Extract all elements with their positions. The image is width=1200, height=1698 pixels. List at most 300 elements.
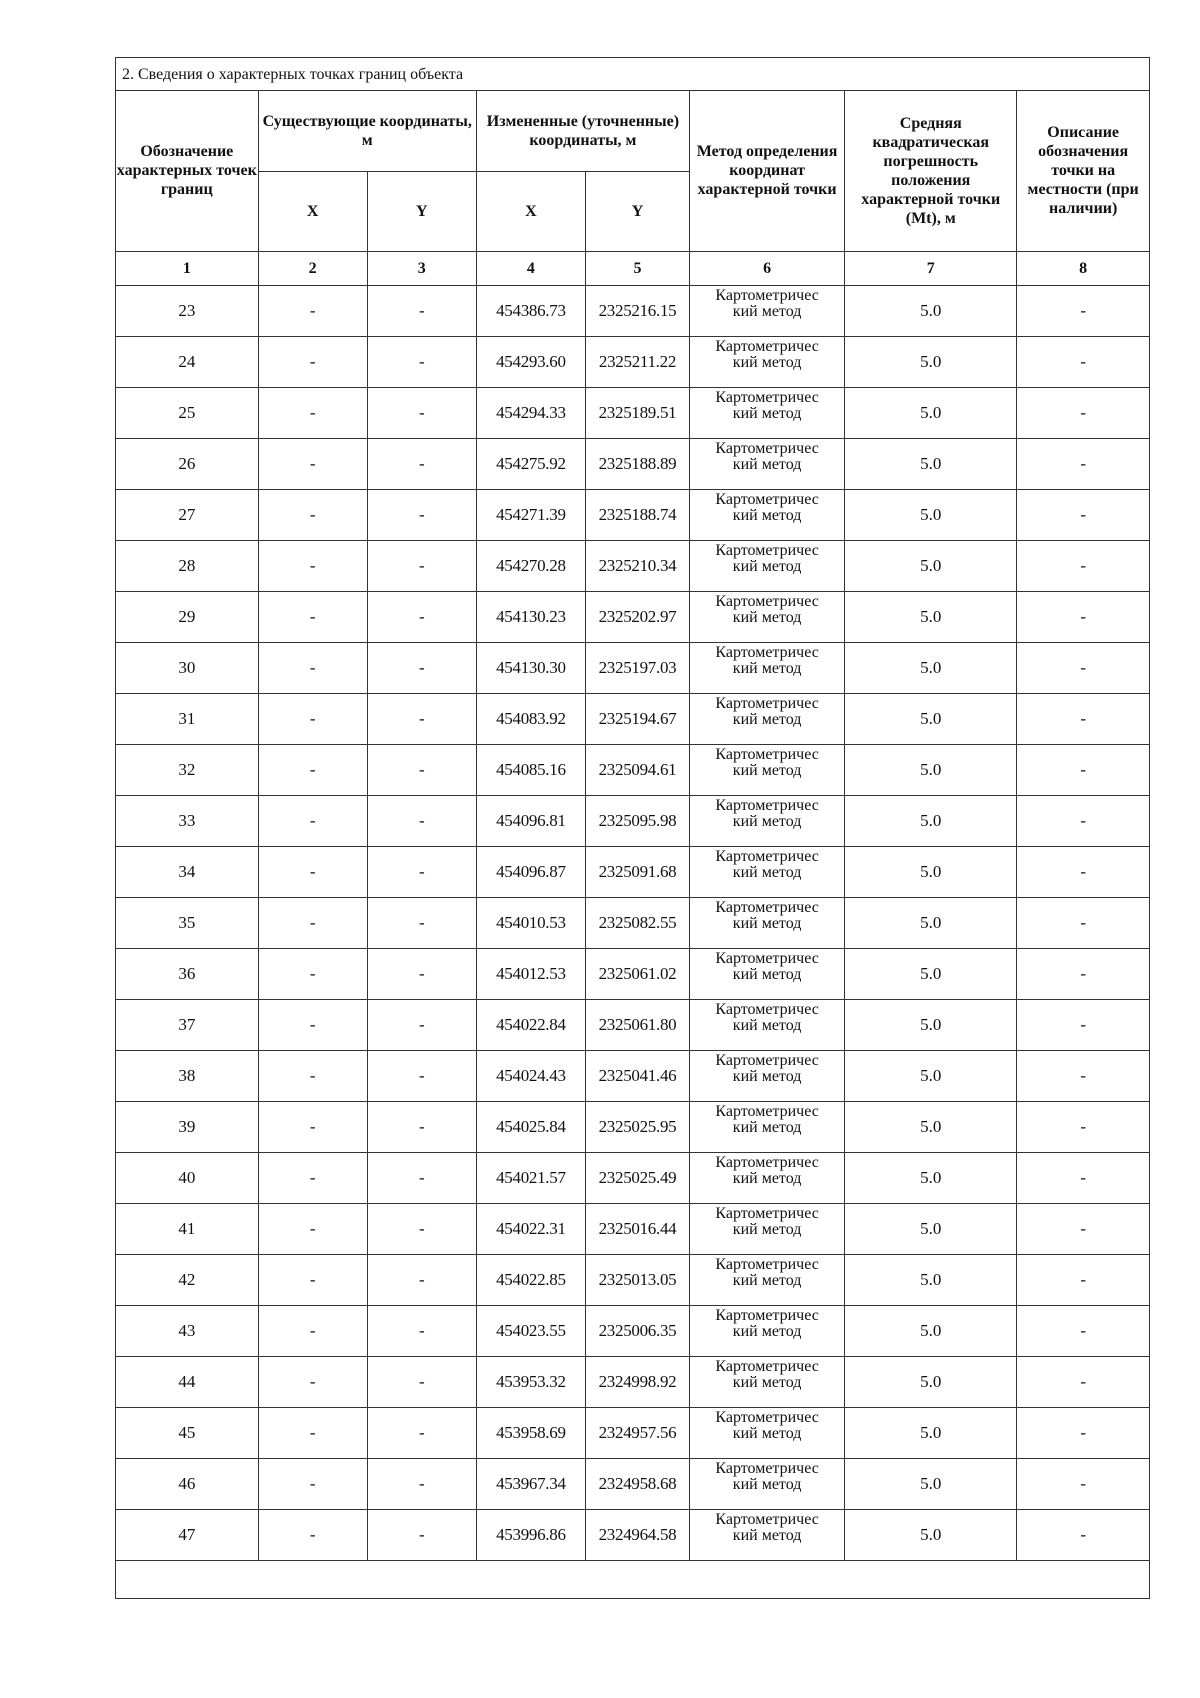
header-mean-square-error: Средняя квадратическая погрешность положения характерной точки (Mt), м — [845, 91, 1017, 251]
existing-y-cell: - — [367, 1101, 476, 1152]
existing-y-cell: - — [367, 1254, 476, 1305]
column-number: 6 — [690, 251, 845, 285]
changed-y-cell: 2325061.80 — [585, 999, 689, 1050]
existing-y-cell: - — [367, 948, 476, 999]
existing-x-cell: - — [258, 1356, 367, 1407]
method-cell — [690, 744, 845, 795]
column-number: 4 — [476, 251, 585, 285]
changed-x-cell: 454010.53 — [476, 897, 585, 948]
points-table-body — [116, 285, 1149, 1598]
point-description-cell: - — [1017, 489, 1149, 540]
point-number-cell: 29 — [116, 591, 258, 642]
table-row — [116, 1101, 1149, 1152]
point-description-cell: - — [1017, 744, 1149, 795]
existing-x-cell: - — [258, 489, 367, 540]
existing-x-cell: - — [258, 438, 367, 489]
method-text-line: кий метод — [732, 557, 802, 575]
existing-x-cell: - — [258, 1254, 367, 1305]
point-description-cell: - — [1017, 1356, 1149, 1407]
method-cell — [690, 1458, 845, 1509]
point-description-cell: - — [1017, 1458, 1149, 1509]
changed-x-cell: 454386.73 — [476, 285, 585, 336]
table-row — [116, 489, 1149, 540]
changed-y-cell: 2325094.61 — [585, 744, 689, 795]
table-row — [116, 948, 1149, 999]
point-description-cell: - — [1017, 846, 1149, 897]
method-cell — [690, 1407, 845, 1458]
method-text-line: кий метод — [732, 761, 802, 779]
point-description-cell: - — [1017, 1203, 1149, 1254]
column-numbers-row — [116, 251, 1149, 285]
method-text-line: Картометричес — [715, 1000, 819, 1018]
method-text-line: Картометричес — [715, 949, 819, 967]
method-cell — [690, 1509, 845, 1560]
mean-square-error-cell: 5.0 — [845, 1254, 1017, 1305]
method-cell — [690, 1101, 845, 1152]
method-cell — [690, 591, 845, 642]
mean-square-error-cell: 5.0 — [845, 744, 1017, 795]
existing-y-cell: - — [367, 693, 476, 744]
method-cell — [690, 948, 845, 999]
mean-square-error-cell: 5.0 — [845, 795, 1017, 846]
table-row — [116, 1458, 1149, 1509]
mean-square-error-cell: 5.0 — [845, 489, 1017, 540]
point-number-cell: 37 — [116, 999, 258, 1050]
method-text-line: Картометричес — [715, 592, 819, 610]
changed-x-cell: 454023.55 — [476, 1305, 585, 1356]
changed-y-cell: 2325188.89 — [585, 438, 689, 489]
method-cell — [690, 489, 845, 540]
method-text-line: Картометричес — [715, 643, 819, 661]
point-number-cell: 47 — [116, 1509, 258, 1560]
method-text-line: Картометричес — [715, 1459, 819, 1477]
point-description-cell: - — [1017, 999, 1149, 1050]
changed-y-cell: 2325202.97 — [585, 591, 689, 642]
changed-y-cell: 2324957.56 — [585, 1407, 689, 1458]
changed-y-cell: 2325188.74 — [585, 489, 689, 540]
changed-y-cell: 2324958.68 — [585, 1458, 689, 1509]
existing-y-cell: - — [367, 591, 476, 642]
changed-x-cell: 454021.57 — [476, 1152, 585, 1203]
existing-x-cell: - — [258, 1050, 367, 1101]
existing-x-cell: - — [258, 846, 367, 897]
point-description-cell: - — [1017, 591, 1149, 642]
existing-x-cell: - — [258, 1509, 367, 1560]
mean-square-error-cell: 5.0 — [845, 1509, 1017, 1560]
point-number-cell: 35 — [116, 897, 258, 948]
point-number-cell: 23 — [116, 285, 258, 336]
method-text-line: кий метод — [732, 659, 802, 677]
changed-y-cell: 2325216.15 — [585, 285, 689, 336]
existing-y-cell: - — [367, 336, 476, 387]
method-text-line: Картометричес — [715, 541, 819, 559]
mean-square-error-cell: 5.0 — [845, 1356, 1017, 1407]
mean-square-error-cell: 5.0 — [845, 1407, 1017, 1458]
existing-y-cell: - — [367, 438, 476, 489]
point-number-cell: 28 — [116, 540, 258, 591]
table-row — [116, 693, 1149, 744]
mean-square-error-cell: 5.0 — [845, 897, 1017, 948]
point-description-cell: - — [1017, 948, 1149, 999]
table-row — [116, 336, 1149, 387]
changed-x-cell: 454085.16 — [476, 744, 585, 795]
method-cell — [690, 999, 845, 1050]
mean-square-error-cell: 5.0 — [845, 999, 1017, 1050]
changed-y-cell: 2325061.02 — [585, 948, 689, 999]
method-text-line: кий метод — [732, 455, 802, 473]
changed-y-cell: 2325013.05 — [585, 1254, 689, 1305]
point-number-cell: 45 — [116, 1407, 258, 1458]
method-text-line: Картометричес — [715, 1510, 819, 1528]
changed-x-cell: 454270.28 — [476, 540, 585, 591]
method-cell — [690, 540, 845, 591]
point-number-cell: 39 — [116, 1101, 258, 1152]
section-title: 2. Сведения о характерных точках границ объекта — [116, 58, 1149, 91]
table-row — [116, 387, 1149, 438]
mean-square-error-cell: 5.0 — [845, 1305, 1017, 1356]
header-existing-x: X — [258, 171, 367, 251]
point-description-cell: - — [1017, 1050, 1149, 1101]
existing-x-cell: - — [258, 999, 367, 1050]
existing-y-cell: - — [367, 285, 476, 336]
existing-x-cell: - — [258, 540, 367, 591]
existing-x-cell: - — [258, 795, 367, 846]
table-row — [116, 795, 1149, 846]
existing-y-cell: - — [367, 999, 476, 1050]
existing-x-cell: - — [258, 744, 367, 795]
existing-x-cell: - — [258, 1203, 367, 1254]
changed-y-cell: 2325189.51 — [585, 387, 689, 438]
header-method: Метод определения координат характерной точки — [690, 91, 845, 251]
point-number-cell: 24 — [116, 336, 258, 387]
point-description-cell: - — [1017, 1152, 1149, 1203]
changed-y-cell: 2325210.34 — [585, 540, 689, 591]
mean-square-error-cell: 5.0 — [845, 285, 1017, 336]
method-text-line: кий метод — [732, 302, 802, 320]
method-text-line: кий метод — [732, 863, 802, 881]
method-text-line: Картометричес — [715, 286, 819, 304]
changed-y-cell: 2325091.68 — [585, 846, 689, 897]
table-row — [116, 1203, 1149, 1254]
header-changed-coordinates: Измененные (уточненные) координаты, м — [476, 91, 689, 171]
existing-y-cell: - — [367, 1152, 476, 1203]
existing-x-cell: - — [258, 642, 367, 693]
table-row — [116, 1356, 1149, 1407]
existing-x-cell: - — [258, 591, 367, 642]
table-row — [116, 438, 1149, 489]
point-number-cell: 40 — [116, 1152, 258, 1203]
method-cell — [690, 846, 845, 897]
existing-x-cell: - — [258, 897, 367, 948]
method-cell — [690, 642, 845, 693]
method-text-line: Картометричес — [715, 1153, 819, 1171]
point-description-cell: - — [1017, 1305, 1149, 1356]
point-number-cell: 41 — [116, 1203, 258, 1254]
method-text-line: Картометричес — [715, 1255, 819, 1273]
point-number-cell: 25 — [116, 387, 258, 438]
existing-y-cell: - — [367, 387, 476, 438]
existing-y-cell: - — [367, 1050, 476, 1101]
point-description-cell: - — [1017, 1407, 1149, 1458]
changed-x-cell: 454275.92 — [476, 438, 585, 489]
existing-x-cell: - — [258, 693, 367, 744]
column-number: 8 — [1017, 251, 1149, 285]
method-text-line: Картометричес — [715, 898, 819, 916]
changed-y-cell: 2325194.67 — [585, 693, 689, 744]
empty-cell — [116, 1560, 1149, 1598]
existing-y-cell: - — [367, 1203, 476, 1254]
method-cell — [690, 336, 845, 387]
header-existing-coordinates: Существующие координаты, м — [258, 91, 476, 171]
table-row — [116, 642, 1149, 693]
mean-square-error-cell: 5.0 — [845, 642, 1017, 693]
method-text-line: кий метод — [732, 1016, 802, 1034]
table-row — [116, 1305, 1149, 1356]
method-text-line: Картометричес — [715, 847, 819, 865]
point-description-cell: - — [1017, 1254, 1149, 1305]
point-description-cell: - — [1017, 795, 1149, 846]
changed-x-cell: 454025.84 — [476, 1101, 585, 1152]
method-text-line: кий метод — [732, 404, 802, 422]
point-description-cell: - — [1017, 693, 1149, 744]
existing-y-cell: - — [367, 897, 476, 948]
method-text-line: Картометричес — [715, 1102, 819, 1120]
changed-x-cell: 454083.92 — [476, 693, 585, 744]
mean-square-error-cell: 5.0 — [845, 948, 1017, 999]
table-row — [116, 1050, 1149, 1101]
column-number: 1 — [116, 251, 258, 285]
method-text-line: Картометричес — [715, 388, 819, 406]
existing-x-cell: - — [258, 387, 367, 438]
method-text-line: Картометричес — [715, 745, 819, 763]
method-cell — [690, 795, 845, 846]
changed-x-cell: 454096.81 — [476, 795, 585, 846]
existing-y-cell: - — [367, 1305, 476, 1356]
method-text-line: кий метод — [732, 914, 802, 932]
method-text-line: кий метод — [732, 812, 802, 830]
header-changed-x: X — [476, 171, 585, 251]
changed-x-cell: 454294.33 — [476, 387, 585, 438]
existing-y-cell: - — [367, 744, 476, 795]
boundary-points-section — [115, 57, 1150, 1599]
existing-x-cell: - — [258, 948, 367, 999]
changed-x-cell: 453996.86 — [476, 1509, 585, 1560]
point-number-cell: 36 — [116, 948, 258, 999]
column-number: 2 — [258, 251, 367, 285]
changed-x-cell: 454293.60 — [476, 336, 585, 387]
method-text-line: кий метод — [732, 1322, 802, 1340]
changed-y-cell: 2325197.03 — [585, 642, 689, 693]
point-number-cell: 30 — [116, 642, 258, 693]
existing-y-cell: - — [367, 1356, 476, 1407]
changed-y-cell: 2324964.58 — [585, 1509, 689, 1560]
changed-y-cell: 2325211.22 — [585, 336, 689, 387]
method-cell — [690, 387, 845, 438]
point-number-cell: 26 — [116, 438, 258, 489]
table-row — [116, 1407, 1149, 1458]
point-description-cell: - — [1017, 1101, 1149, 1152]
method-text-line: кий метод — [732, 506, 802, 524]
method-text-line: Картометричес — [715, 490, 819, 508]
mean-square-error-cell: 5.0 — [845, 1101, 1017, 1152]
method-cell — [690, 1305, 845, 1356]
changed-y-cell: 2324998.92 — [585, 1356, 689, 1407]
point-number-cell: 31 — [116, 693, 258, 744]
column-number: 3 — [367, 251, 476, 285]
existing-x-cell: - — [258, 1407, 367, 1458]
existing-y-cell: - — [367, 1458, 476, 1509]
method-text-line: кий метод — [732, 1067, 802, 1085]
changed-x-cell: 454271.39 — [476, 489, 585, 540]
changed-y-cell: 2325025.95 — [585, 1101, 689, 1152]
point-number-cell: 27 — [116, 489, 258, 540]
method-text-line: кий метод — [732, 1475, 802, 1493]
method-text-line: кий метод — [732, 608, 802, 626]
method-text-line: Картометричес — [715, 337, 819, 355]
point-number-cell: 46 — [116, 1458, 258, 1509]
mean-square-error-cell: 5.0 — [845, 1050, 1017, 1101]
method-text-line: Картометричес — [715, 1357, 819, 1375]
changed-y-cell: 2325016.44 — [585, 1203, 689, 1254]
point-description-cell: - — [1017, 336, 1149, 387]
existing-y-cell: - — [367, 540, 476, 591]
existing-x-cell: - — [258, 1458, 367, 1509]
table-row — [116, 897, 1149, 948]
changed-x-cell: 453958.69 — [476, 1407, 585, 1458]
mean-square-error-cell: 5.0 — [845, 1203, 1017, 1254]
mean-square-error-cell: 5.0 — [845, 1152, 1017, 1203]
point-number-cell: 32 — [116, 744, 258, 795]
method-text-line: кий метод — [732, 1271, 802, 1289]
changed-x-cell: 454022.31 — [476, 1203, 585, 1254]
method-text-line: кий метод — [732, 1424, 802, 1442]
point-number-cell: 44 — [116, 1356, 258, 1407]
method-cell — [690, 1152, 845, 1203]
header-designation: Обозначение характерных точек границ — [116, 91, 258, 251]
table-row — [116, 591, 1149, 642]
table-row — [116, 846, 1149, 897]
changed-x-cell: 454022.84 — [476, 999, 585, 1050]
method-text-line: Картометричес — [715, 439, 819, 457]
method-text-line: кий метод — [732, 1118, 802, 1136]
column-number: 5 — [585, 251, 689, 285]
changed-y-cell: 2325095.98 — [585, 795, 689, 846]
point-description-cell: - — [1017, 642, 1149, 693]
mean-square-error-cell: 5.0 — [845, 540, 1017, 591]
point-description-cell: - — [1017, 540, 1149, 591]
mean-square-error-cell: 5.0 — [845, 1458, 1017, 1509]
method-text-line: Картометричес — [715, 1306, 819, 1324]
header-existing-y: Y — [367, 171, 476, 251]
method-cell — [690, 438, 845, 489]
existing-y-cell: - — [367, 1407, 476, 1458]
changed-x-cell: 454130.23 — [476, 591, 585, 642]
point-description-cell: - — [1017, 897, 1149, 948]
changed-x-cell: 454130.30 — [476, 642, 585, 693]
changed-x-cell: 454024.43 — [476, 1050, 585, 1101]
existing-x-cell: - — [258, 1305, 367, 1356]
method-text-line: Картометричес — [715, 1408, 819, 1426]
existing-y-cell: - — [367, 795, 476, 846]
changed-y-cell: 2325025.49 — [585, 1152, 689, 1203]
table-row — [116, 540, 1149, 591]
method-cell — [690, 897, 845, 948]
method-cell — [690, 1356, 845, 1407]
header-changed-y: Y — [585, 171, 689, 251]
point-number-cell: 38 — [116, 1050, 258, 1101]
existing-x-cell: - — [258, 285, 367, 336]
point-number-cell: 34 — [116, 846, 258, 897]
existing-y-cell: - — [367, 489, 476, 540]
point-description-cell: - — [1017, 1509, 1149, 1560]
method-text-line: кий метод — [732, 353, 802, 371]
method-text-line: кий метод — [732, 1373, 802, 1391]
method-cell — [690, 1254, 845, 1305]
empty-row — [116, 1560, 1149, 1598]
method-text-line: кий метод — [732, 710, 802, 728]
changed-y-cell: 2325082.55 — [585, 897, 689, 948]
existing-y-cell: - — [367, 642, 476, 693]
existing-x-cell: - — [258, 1101, 367, 1152]
existing-x-cell: - — [258, 1152, 367, 1203]
mean-square-error-cell: 5.0 — [845, 693, 1017, 744]
changed-x-cell: 453953.32 — [476, 1356, 585, 1407]
method-text-line: кий метод — [732, 1169, 802, 1187]
point-description-cell: - — [1017, 438, 1149, 489]
mean-square-error-cell: 5.0 — [845, 387, 1017, 438]
changed-y-cell: 2325006.35 — [585, 1305, 689, 1356]
point-number-cell: 42 — [116, 1254, 258, 1305]
existing-y-cell: - — [367, 846, 476, 897]
mean-square-error-cell: 5.0 — [845, 336, 1017, 387]
mean-square-error-cell: 5.0 — [845, 846, 1017, 897]
header-description: Описание обозначения точки на местности (при наличии) — [1017, 91, 1149, 251]
table-row — [116, 285, 1149, 336]
mean-square-error-cell: 5.0 — [845, 438, 1017, 489]
column-number: 7 — [845, 251, 1017, 285]
method-text-line: кий метод — [732, 1220, 802, 1238]
method-cell — [690, 285, 845, 336]
existing-x-cell: - — [258, 336, 367, 387]
changed-x-cell: 454012.53 — [476, 948, 585, 999]
table-row — [116, 1509, 1149, 1560]
method-cell — [690, 693, 845, 744]
changed-x-cell: 453967.34 — [476, 1458, 585, 1509]
mean-square-error-cell: 5.0 — [845, 591, 1017, 642]
method-text-line: Картометричес — [715, 796, 819, 814]
table-row — [116, 1254, 1149, 1305]
method-cell — [690, 1203, 845, 1254]
point-description-cell: - — [1017, 285, 1149, 336]
table-row — [116, 744, 1149, 795]
method-cell — [690, 1050, 845, 1101]
changed-x-cell: 454096.87 — [476, 846, 585, 897]
method-text-line: кий метод — [732, 965, 802, 983]
table-row — [116, 1152, 1149, 1203]
existing-y-cell: - — [367, 1509, 476, 1560]
point-number-cell: 33 — [116, 795, 258, 846]
point-description-cell: - — [1017, 387, 1149, 438]
table-row — [116, 999, 1149, 1050]
changed-x-cell: 454022.85 — [476, 1254, 585, 1305]
method-text-line: кий метод — [732, 1526, 802, 1544]
point-number-cell: 43 — [116, 1305, 258, 1356]
boundary-points-table — [116, 91, 1149, 1598]
method-text-line: Картометричес — [715, 694, 819, 712]
changed-y-cell: 2325041.46 — [585, 1050, 689, 1101]
method-text-line: Картометричес — [715, 1051, 819, 1069]
method-text-line: Картометричес — [715, 1204, 819, 1222]
